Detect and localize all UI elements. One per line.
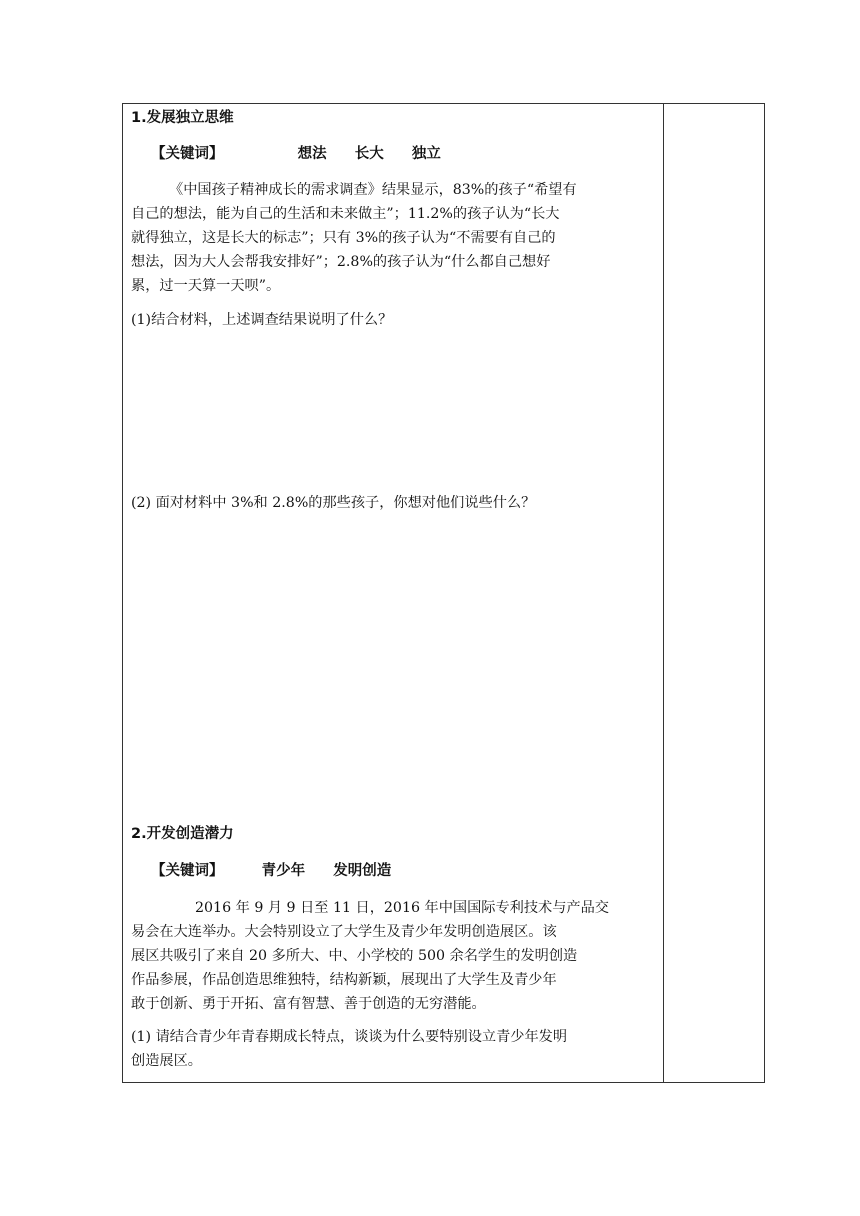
section2-heading: 2.开发创造潜力	[131, 826, 234, 842]
notes-cell	[664, 104, 764, 1082]
section1-keyword-2: 长大	[354, 146, 384, 162]
section1-question-2: (2) 面对材料中 3%和 2.8%的那些孩子，你想对他们说些什么？	[131, 495, 536, 511]
section1-keyword-label: 【关键词】	[151, 146, 224, 162]
section1-keyword-line	[151, 144, 441, 164]
section1-heading: 1.发展独立思维	[131, 110, 234, 126]
section1-material	[131, 178, 658, 298]
section2-keyword-2: 发明创造	[333, 863, 392, 879]
section2-material-line: 展区共吸引了来自 20 多所大、中、小学校的 500 余名学生的发明创造	[131, 948, 578, 964]
section2-material-line: 作品参展，作品创造思维独特，结构新颖，展现出了大学生及青少年	[131, 972, 557, 988]
section2-question-1-line: 创造展区。	[131, 1053, 202, 1069]
section2-question-1-line: (1) 请结合青少年青春期成长特点，谈谈为什么要特别设立青少年发明	[131, 1029, 568, 1045]
section2-material-line: 敢于创新、勇于开拓、富有智慧、善于创造的无穷潜能。	[131, 996, 486, 1012]
section1-material-line: 累，过一天算一天呗”。	[131, 278, 281, 294]
section1-material-line: 《中国孩子精神成长的需求调查》结果显示，83%的孩子“希望有	[169, 182, 577, 198]
section1-material-line: 自己的想法，能为自己的生活和未来做主”；11.2%的孩子认为“长大	[131, 206, 560, 222]
section2-question-1	[131, 1025, 658, 1073]
section2-material-line: 2016 年 9 月 9 日至 11 日，2016 年中国国际专利技术与产品交	[195, 900, 609, 916]
section1-material-line: 想法，因为大人会帮我安排好”；2.8%的孩子认为“什么都自己想好	[131, 254, 551, 270]
section2-keyword-1: 青少年	[261, 863, 306, 879]
content-cell	[123, 104, 664, 1082]
section1-keyword-1: 想法	[297, 146, 327, 162]
section1-question-1: (1)结合材料，上述调查结果说明了什么？	[131, 312, 393, 328]
section2-keyword-line	[151, 861, 391, 881]
section1-material-line: 就得独立，这是长大的标志”；只有 3%的孩子认为“不需要有自己的	[131, 230, 556, 246]
worksheet-table	[122, 103, 765, 1083]
section1-keyword-3: 独立	[411, 146, 441, 162]
section2-material-line: 易会在大连举办。大会特别设立了大学生及青少年发明创造展区。该	[131, 924, 557, 940]
section2-keyword-label: 【关键词】	[151, 863, 224, 879]
section2-material	[131, 896, 658, 1016]
